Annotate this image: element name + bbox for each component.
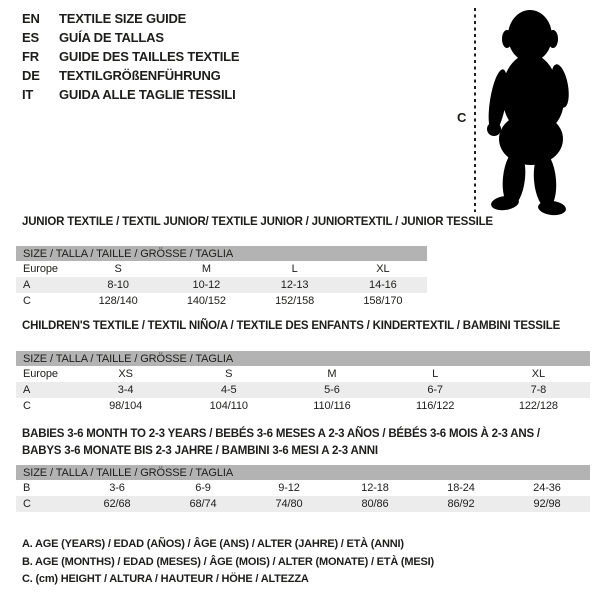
size-cell: 24-36	[533, 482, 561, 494]
size-cell: 116/122	[416, 400, 455, 412]
language-code: IT	[22, 87, 34, 102]
language-list	[22, 9, 239, 104]
size-cell: 110/116	[313, 400, 351, 412]
language-title: GUÍA DE TALLAS	[59, 30, 164, 45]
size-header: SIZE / TALLA / TAILLE / GRÖSSE / TAGLIA	[16, 351, 590, 366]
size-cell: 12-18	[361, 482, 389, 494]
size-cell: 10-12	[162, 277, 250, 293]
size-cell: 9-12	[278, 482, 300, 494]
size-cell: 152/158	[275, 295, 315, 307]
size-cell: 92/98	[504, 496, 590, 512]
babies-title-line2: BABYS 3-6 MONATE BIS 2-3 JAHRE / BAMBINI 3-6 MESI A 2-3 ANNI	[22, 445, 378, 457]
size-cell: XL	[376, 263, 390, 275]
footnote-c: C. (cm) HEIGHT / ALTURA / HAUTEUR / HÖHE / ALTEZZA	[22, 573, 309, 585]
size-cell: 98/104	[109, 400, 143, 412]
row-label: C	[23, 295, 31, 307]
size-cell: 14-16	[339, 277, 427, 293]
language-code: FR	[22, 49, 39, 64]
language-code: DE	[22, 68, 40, 83]
language-title: TEXTILGRÖßENFÜHRUNG	[59, 68, 221, 83]
size-header: SIZE / TALLA / TAILLE / GRÖSSE / TAGLIA	[16, 465, 590, 480]
size-cell: 158/170	[363, 295, 403, 307]
junior-size-table	[16, 246, 427, 309]
baby-silhouette-icon	[485, 10, 572, 216]
size-cell: M	[201, 263, 211, 275]
size-cell: 62/68	[74, 496, 160, 512]
babies-title-line1: BABIES 3-6 MONTH TO 2-3 YEARS / BEBÉS 3-6 MESES A 2-3 AÑOS / BÉBÉS 3-6 MOIS À 2-3 ANS /	[22, 428, 540, 440]
size-cell: 74/80	[246, 496, 332, 512]
row-label: A	[16, 382, 74, 398]
size-cell: S	[225, 368, 233, 380]
size-cell: S	[114, 263, 122, 275]
figure-baby-height	[450, 4, 592, 216]
size-cell: 86/92	[418, 496, 504, 512]
size-header: SIZE / TALLA / TAILLE / GRÖSSE / TAGLIA	[16, 246, 427, 261]
footnote-a: A. AGE (YEARS) / EDAD (AÑOS) / ÂGE (ANS) / ALTER (JAHRE) / ETÀ (ANNI)	[22, 538, 404, 550]
babies-size-table	[16, 465, 590, 512]
size-cell: 7-8	[487, 382, 590, 398]
size-cell: L	[432, 368, 439, 380]
size-cell: 104/110	[209, 400, 248, 412]
size-cell: 6-7	[384, 382, 487, 398]
size-cell: 5-6	[280, 382, 383, 398]
language-title: GUIDA ALLE TAGLIE TESSILI	[59, 87, 236, 102]
footnotes	[22, 536, 434, 589]
row-label: A	[16, 277, 74, 293]
junior-section-title: JUNIOR TEXTILE / TEXTIL JUNIOR/ TEXTILE JUNIOR / JUNIORTEXTIL / JUNIOR TESSILE	[22, 216, 493, 228]
footnote-b: B. AGE (MONTHS) / EDAD (MESES) / ÂGE (MOIS) / ALTER (MONATE) / ETÀ (MESI)	[22, 555, 434, 568]
size-cell: M	[327, 368, 337, 380]
row-label: Europe	[23, 368, 58, 380]
size-cell: 128/140	[98, 295, 138, 307]
size-cell: 6-9	[195, 482, 211, 494]
children-section-title: CHILDREN'S TEXTILE / TEXTIL NIÑO/A / TEXTILE DES ENFANTS / KINDERTEXTIL / BAMBINI TESSILE	[22, 320, 561, 332]
language-code: EN	[22, 11, 40, 26]
size-cell: 68/74	[160, 496, 246, 512]
size-cell: 4-5	[177, 382, 280, 398]
children-size-table	[16, 351, 590, 414]
row-label: B	[23, 482, 31, 494]
size-cell: XL	[531, 368, 545, 380]
size-cell: L	[291, 263, 298, 275]
size-cell: 8-10	[74, 277, 162, 293]
size-cell: 18-24	[447, 482, 475, 494]
size-cell: 140/152	[186, 295, 226, 307]
language-title: TEXTILE SIZE GUIDE	[59, 11, 187, 26]
size-cell: 122/128	[518, 400, 558, 412]
size-cell: 3-6	[109, 482, 125, 494]
size-cell: 80/86	[332, 496, 418, 512]
size-cell: XS	[118, 368, 133, 380]
size-cell: 3-4	[74, 382, 177, 398]
size-cell: 12-13	[251, 277, 339, 293]
language-code: ES	[22, 30, 39, 45]
babies-section-title	[22, 426, 540, 460]
row-label: Europe	[23, 263, 58, 275]
row-label: C	[16, 496, 74, 512]
row-label: C	[23, 400, 31, 412]
height-label-c: C	[457, 110, 467, 125]
language-title: GUIDE DES TAILLES TEXTILE	[59, 49, 240, 64]
